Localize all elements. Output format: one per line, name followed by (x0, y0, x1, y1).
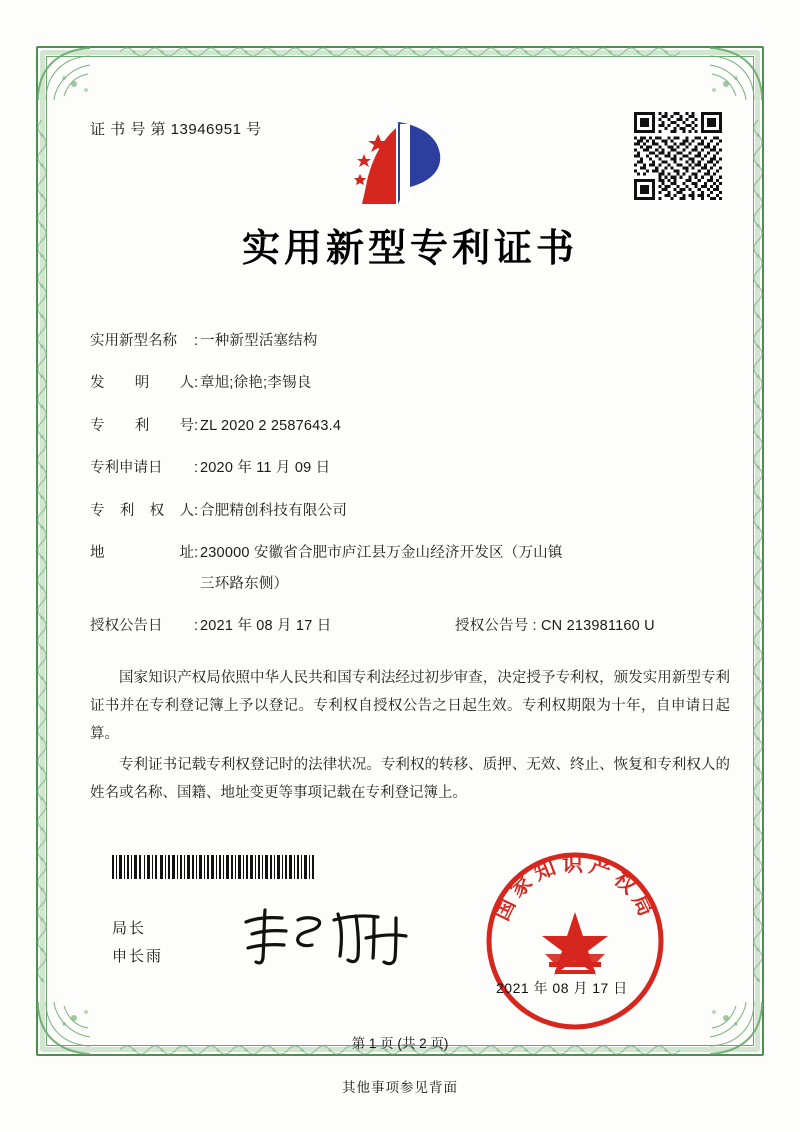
field-label (90, 542, 194, 564)
legal-paragraph-1: 国家知识产权局依照中华人民共和国专利法经过初步审查，决定授予专利权，颁发实用新型专利证书并在专利登记簿上予以登记。专利权自授权公告之日起生效。专利权期限为十年，自申请日起算。 (90, 669, 730, 743)
field-row-patent-number (90, 415, 730, 437)
official-seal (480, 846, 670, 1036)
corner-ornament-top-right (688, 44, 766, 104)
address-line-1: 230000 安徽省合肥市庐江县万金山经济开发区（万山镇 (200, 545, 563, 562)
bottom-note: 其他事项参见背面 (342, 1080, 458, 1095)
field-label (90, 372, 194, 394)
field-colon: : (194, 417, 199, 434)
announcement-date-value: 2021 年 08 月 17 日 (200, 618, 332, 635)
field-row-utility-model-name (90, 330, 730, 352)
field-colon: : (194, 375, 199, 392)
field-value-address (200, 542, 730, 595)
field-colon: : (194, 618, 199, 635)
page-title: 实用新型专利证书 (241, 226, 578, 270)
field-label-char-3: 号 (179, 417, 194, 434)
announcement-values (200, 615, 730, 637)
seal-date: 2021 年 08 月 17 日 (496, 980, 628, 996)
field-label-char-2: 利 (134, 417, 150, 434)
field-label (90, 415, 194, 437)
signature-role-label: 局长 (112, 920, 147, 937)
border-pattern-left (34, 120, 50, 982)
border-pattern-top (120, 44, 680, 60)
field-label: 授权公告日 (90, 618, 163, 635)
field-label-char-4: 人 (179, 502, 194, 519)
field-list (90, 330, 730, 638)
field-label-char-1: 发 (90, 375, 105, 392)
address-line-2: 三环路东侧） (200, 575, 289, 592)
announcement-number-label: 授权公告号 (455, 618, 529, 635)
field-label-char-1: 专 (90, 502, 105, 519)
certificate-number: 证 书 号 第 13946951 号 (90, 121, 262, 138)
field-row-patentee (90, 500, 730, 522)
border-pattern-right (750, 120, 766, 982)
field-row-inventor (90, 372, 730, 394)
announcement-number-value: CN 213981160 U (541, 618, 655, 635)
field-value-inventor: 章旭;徐艳;李锡良 (200, 375, 312, 392)
field-row-announcement (90, 615, 730, 637)
field-label-char-3: 权 (149, 502, 165, 519)
field-colon: : (194, 545, 199, 562)
svg-text:国家知识产权局: 国家知识产权局 (489, 852, 661, 925)
legal-paragraph-2: 专利证书记载专利权登记时的法律状况。专利权的转移、质押、无效、终止、恢复和专利权人的姓名或名称、国籍、地址变更等事项记载在专利登记簿上。 (90, 756, 730, 801)
field-label-char-2: 利 (119, 502, 135, 519)
legal-text (90, 664, 730, 807)
field-label-char-3: 人 (179, 375, 194, 392)
field-label-char-1: 地 (90, 545, 105, 562)
field-label-char-2: 明 (134, 375, 150, 392)
handwritten-signature (238, 900, 428, 970)
field-value-application-date: 2020 年 11 月 09 日 (200, 460, 331, 477)
announcement-number-colon: : (532, 618, 541, 635)
field-label (90, 500, 194, 522)
field-label: 专利申请日 (90, 460, 163, 477)
field-value-patent-number: ZL 2020 2 2587643.4 (200, 417, 342, 434)
field-label: 实用新型名称 (90, 333, 177, 349)
field-label-char-1: 专 (90, 417, 105, 434)
signature-name-label: 申长雨 (112, 947, 164, 965)
corner-ornament-top-left (34, 44, 112, 104)
field-row-address (90, 542, 730, 595)
field-colon: : (194, 502, 199, 519)
field-colon: : (194, 460, 199, 477)
field-colon: : (194, 333, 199, 349)
field-row-application-date (90, 457, 730, 479)
field-value-patentee: 合肥精创科技有限公司 (200, 502, 348, 519)
signature-block (112, 915, 163, 971)
field-value-utility-model-name: 一种新型活塞结构 (200, 333, 318, 349)
page-number: 第 1 页 (共 2 页) (351, 1036, 449, 1051)
barcode (112, 855, 317, 879)
certificate-content (90, 100, 730, 809)
field-label-char-2: 址 (179, 545, 194, 562)
